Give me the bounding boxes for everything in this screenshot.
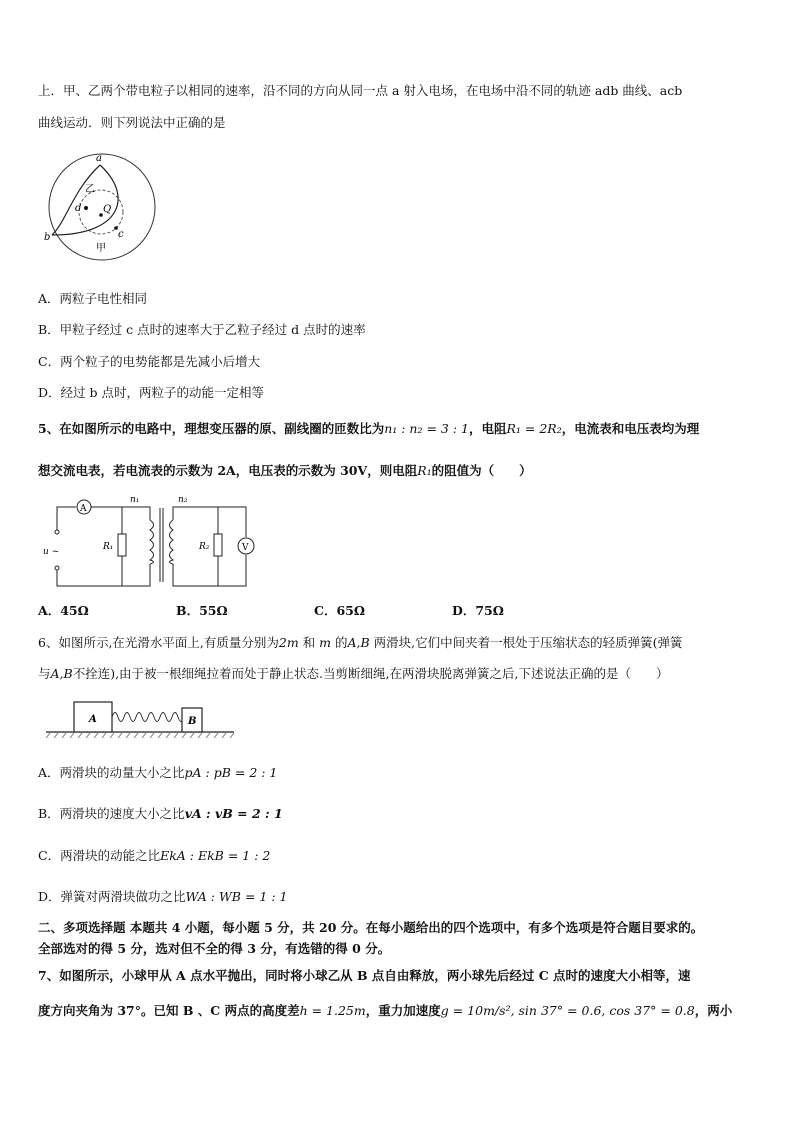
q6-option-d bbox=[38, 888, 287, 906]
q6-option-b bbox=[38, 805, 283, 823]
q5-stem-line1 bbox=[38, 420, 764, 438]
q4-label-c: c bbox=[118, 229, 124, 240]
q5-stem-line2 bbox=[38, 462, 764, 480]
q7-stem-part2: ，重力加速度 bbox=[365, 1003, 441, 1018]
q6-stem-part4: 与 bbox=[38, 666, 51, 681]
q5-stem-part4: 想交流电表，若电流表的示数为 2A，电压表的示数为 30V，则电阻 bbox=[38, 463, 418, 478]
q4-label-a: a bbox=[96, 153, 102, 164]
q5-option-c: C．65Ω bbox=[314, 603, 365, 618]
q6-stem-part3: 两滑块,它们中间夹着一根处于压缩状态的轻质弹簧(弹簧 bbox=[369, 635, 683, 650]
q6-mass-m: m bbox=[319, 635, 332, 650]
q4-label-d: d bbox=[75, 203, 82, 214]
q5-option-d: D．75Ω bbox=[452, 603, 504, 618]
q5-n1-label: n₁ bbox=[130, 495, 140, 505]
q4-label-yi: 乙 bbox=[85, 184, 95, 195]
q7-stem-line2 bbox=[38, 1002, 764, 1020]
q6-option-d-text: D．弹簧对两滑块做功之比 bbox=[38, 889, 186, 904]
q6-stem-line2 bbox=[38, 665, 764, 683]
q4-option-a: A．两粒子电性相同 bbox=[38, 291, 148, 306]
q6-mass-2m: 2m bbox=[278, 635, 299, 650]
q7-stem-part3: ，两小 bbox=[694, 1003, 733, 1018]
q6-option-c-text: C．两滑块的动能之比 bbox=[38, 848, 161, 863]
q5-option-a: A．45Ω bbox=[38, 603, 89, 618]
q6-block-a-label: A bbox=[89, 714, 97, 725]
q6-option-a-text: A．两滑块的动量大小之比 bbox=[38, 765, 185, 780]
q4-option-d: D．经过 b 点时，两粒子的动能一定相等 bbox=[38, 385, 264, 400]
section2-header-line2: 全部选对的得 5 分，选对但不全的得 3 分，有选错的得 0 分。 bbox=[38, 941, 391, 956]
q6-option-a bbox=[38, 764, 277, 782]
q7-height: h = 1.25m bbox=[299, 1003, 366, 1018]
q5-n2-label: n₂ bbox=[178, 495, 188, 505]
q6-option-b-math: vA : vB = 2 : 1 bbox=[184, 806, 283, 821]
q6-stem-part5: 不拴连),由于被一根细绳拉着而处于静止状态.当剪断细绳,在两滑块脱离弹簧之后,下述说法正确的是（ ） bbox=[72, 666, 669, 681]
q5-ammeter-label: A bbox=[80, 504, 87, 514]
q4-field-figure bbox=[38, 150, 168, 262]
q6-and: 和 bbox=[298, 635, 320, 650]
q4-label-b: b bbox=[44, 232, 51, 243]
q6-ab2: A,B bbox=[50, 666, 73, 681]
q6-block-b-label: B bbox=[188, 716, 197, 727]
q6-option-d-math: WA : WB = 1 : 1 bbox=[185, 889, 288, 904]
q5-circuit-figure bbox=[40, 494, 262, 590]
q4-option-c: C．两个粒子的电势能都是先减小后增大 bbox=[38, 354, 261, 369]
q5-stem-part3: ，电流表和电压表均为理 bbox=[561, 421, 700, 436]
q5-r2-label: R₂ bbox=[199, 542, 210, 552]
q4-option-b: B．甲粒子经过 c 点时的速率大于乙粒子经过 d 点时的速率 bbox=[38, 322, 366, 337]
q6-stem-part1: 6、如图所示,在光滑水平面上,有质量分别为 bbox=[38, 635, 279, 650]
q6-stem-line1 bbox=[38, 634, 764, 652]
q6-option-c-math: EkA : EkB = 1 : 2 bbox=[160, 848, 271, 863]
q6-ab: A,B bbox=[347, 635, 370, 650]
q6-option-a-math: pA : pB = 2 : 1 bbox=[184, 765, 278, 780]
q4-label-jia: 甲 bbox=[96, 243, 106, 254]
q5-resistance-relation: R₁ = 2R₂ bbox=[506, 421, 562, 436]
q6-spring-figure bbox=[44, 696, 236, 742]
q5-r1: R₁ bbox=[417, 463, 432, 478]
q5-r1-label: R₁ bbox=[103, 542, 114, 552]
q7-stem-part1: 度方向夹角为 37°。已知 B 、C 两点的高度差 bbox=[38, 1003, 300, 1018]
q4-stem-line1: 上．甲、乙两个带电粒子以相同的速率，沿不同的方向从同一点 a 射入电场，在电场中沿不同的轨迹 adb 曲线、acb bbox=[38, 83, 683, 98]
q6-stem-part2: 的 bbox=[331, 635, 348, 650]
q5-stem-part2: ，电阻 bbox=[468, 421, 507, 436]
q7-gravity: g = 10m/s², sin 37° = 0.6, cos 37° = 0.8 bbox=[440, 1003, 695, 1018]
q5-voltmeter-label: V bbox=[242, 543, 249, 553]
section2-header-line1: 二、多项选择题 本题共 4 小题，每小题 5 分，共 20 分。在每小题给出的四个选项中，有多个选项是符合题目要求的。 bbox=[38, 920, 704, 935]
q6-option-c bbox=[38, 847, 270, 865]
q5-stem-part5: 的阻值为（ ） bbox=[431, 463, 532, 478]
q5-source-label: u ~ bbox=[43, 547, 60, 557]
q5-stem-part1: 5、在如图所示的电路中，理想变压器的原、副线圈的匝数比为 bbox=[38, 421, 385, 436]
q4-label-q: Q bbox=[103, 204, 112, 215]
q4-stem-line2: 曲线运动．则下列说法中正确的是 bbox=[38, 115, 226, 130]
q5-ratio: n₁ : n₂ = 3 : 1 bbox=[384, 421, 469, 436]
q7-stem-line1: 7、如图所示，小球甲从 A 点水平抛出，同时将小球乙从 B 点自由释放，两小球先后经过 C 点时的速度大小相等，速 bbox=[38, 968, 691, 983]
q5-option-b: B．55Ω bbox=[176, 603, 228, 618]
q6-option-b-text: B．两滑块的速度大小之比 bbox=[38, 806, 185, 821]
